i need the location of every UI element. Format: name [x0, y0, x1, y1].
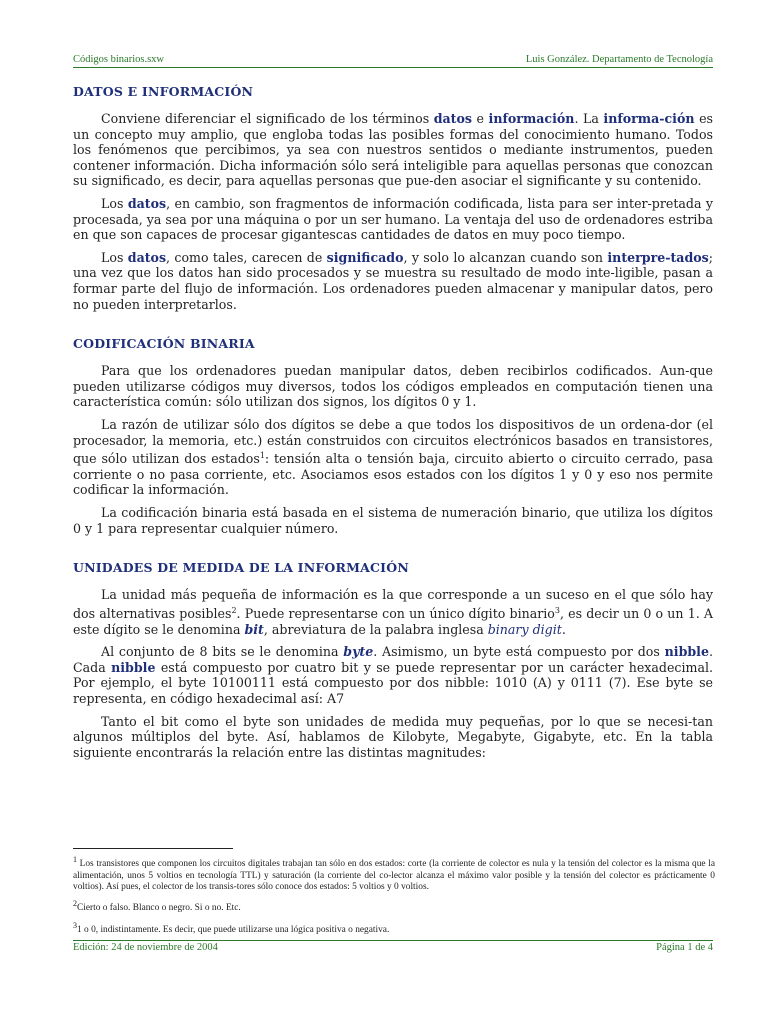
footnote-ref[interactable]: 3 [554, 605, 560, 615]
term-nibble: nibble [664, 644, 709, 660]
text: está compuesto por cuatro bit y se puede representar por un carácter hexadecimal. Por ejemplo, el byte 10100111 está compuesto por dos nibble: 1010 (A) y 0111 (7). Ese byte se representa, en código hexadecimal así: A7 [73, 659, 713, 706]
text: Al conjunto de 8 bits se le denomina [101, 644, 344, 660]
term-significado: significado [326, 249, 404, 265]
footer-edition: Edición: 24 de noviembre de 2004 [73, 942, 218, 953]
text: . Cada [73, 644, 713, 675]
text: . [561, 621, 566, 637]
term-datos: datos [127, 195, 167, 211]
footnote-ref[interactable]: 1 [259, 451, 265, 461]
header-author: Luis González. Departamento de Tecnología [525, 54, 713, 65]
term-datos: datos [433, 111, 472, 126]
footnote-text: 1 o 0, indistintamente. Es decir, que puede utilizarse una lógica positiva o negativa. [77, 925, 390, 935]
text: , en cambio, son fragmentos de información codificada, lista para ser inter-pretada y procesada, ya sea por una máquina o por un ser humano. La ventaja del uso de ordenadores estriba en que son capaces de procesar gigantescas cantidades de datos en muy poco tiempo. [73, 195, 713, 243]
paragraph [73, 250, 713, 312]
page-header [73, 54, 713, 68]
text: , y solo lo alcanzan cuando son [403, 249, 608, 265]
paragraph [73, 644, 713, 706]
text: La unidad más pequeña de información es la que corresponde a un suceso en el que sólo hay dos alternativas posibles [73, 587, 713, 622]
term-binary-digit: binary digit [487, 621, 562, 637]
text: . Puede representarse con un único dígito binario [236, 606, 555, 622]
footnote-2 [73, 898, 715, 915]
footnote-number: 3 [73, 920, 77, 930]
paragraph [73, 417, 713, 498]
text: Los [101, 195, 128, 211]
paragraph [73, 196, 713, 243]
text: Los [101, 249, 128, 265]
paragraph [73, 111, 713, 189]
footnote-number: 1 [73, 855, 77, 864]
text: . La [574, 111, 604, 126]
footnote-3 [73, 920, 715, 937]
footnote-number: 2 [73, 899, 77, 909]
text: , es decir un 0 o un 1. A este dígito se le denomina [73, 606, 713, 637]
footnote-separator [73, 848, 233, 849]
footnotes [73, 854, 715, 941]
term-interpretados: interpre-tados [607, 249, 709, 265]
text: La razón de utilizar sólo dos dígitos se debe a que todos los dispositivos de un ordena-dor (el procesador, la memoria, etc.) están construidos con circuitos electrónicos basados en transistores, que sólo utilizan dos estados [73, 416, 713, 467]
paragraph: Tanto el bit como el byte son unidades de medida muy pequeñas, por lo que se necesi-tan algunos múltiplos del byte. Así, hablamos de Kilobyte, Megabyte, Gigabyte, etc. En la tabla siguiente encontrarás la relación entre las distintas magnitudes: [73, 713, 713, 760]
term-informacion: informa-ción [603, 111, 695, 126]
text: . Asimismo, un byte está compuesto por dos [373, 644, 665, 660]
footer-page-number: Página 1 de 4 [656, 942, 713, 953]
term-nibble: nibble [111, 659, 156, 675]
text: es un concepto muy amplio, que engloba todas las posibles formas del conocimiento humano. Todos los fenómenos que percibimos, ya sea con nuestros sentidos o mediante instrumentos, pueden contener información. Dicha información sólo será inteligible para aquellas personas que conozcan su significado, es decir, para aquellas personas que pue-den asociar el significante y su contenido. [73, 111, 713, 189]
text: ; una vez que los datos han sido procesados y se muestra su resultado de modo inte-ligible, pasan a formar parte del flujo de información. Los ordenadores pueden almacenar y manipular datos, pero no pueden interpretarlos. [73, 249, 713, 312]
text: , abreviatura de la palabra inglesa [263, 621, 488, 637]
paragraph [73, 587, 713, 637]
page-footer [73, 940, 713, 953]
paragraph: Para que los ordenadores puedan manipular datos, deben recibirlos codificados. Aun-que pueden utilizarse códigos muy diversos, todos los códigos empleados en computación tienen una característica común: sólo utilizan dos signos, los dígitos 0 y 1. [73, 363, 713, 410]
text: : tensión alta o tensión baja, circuito abierto o circuito cerrado, pasa corriente o no pasa corriente, etc. Asociamos esos estados con los dígitos 1 y 0 y eso nos permite codificar la información. [73, 451, 713, 498]
text: , como tales, carecen de [166, 249, 327, 265]
text: e [472, 111, 489, 126]
section-title-datos: DATOS E INFORMACIÓN [73, 84, 254, 99]
footnote-ref[interactable]: 2 [231, 605, 237, 615]
footnote-text: Los transistores que componen los circuitos digitales trabajan tan sólo en dos estados: corte (la corriente de colector es nula y la tensión del colector es la misma que la alimentación, unos 5 voltios en tecnología TTL) y saturación (la corriente del co-lector alcanza el máximo valor posible y la tensión del colector es prácticamente 0 voltios). Así pues, el colector de los transis-tores sólo conoce dos estados: 5 voltios y 0 voltios. [73, 859, 715, 892]
text: Conviene diferenciar el significado de los términos [101, 111, 434, 126]
footnote-1 [73, 854, 715, 893]
term-informacion: información [488, 111, 575, 126]
term-datos: datos [127, 249, 167, 265]
term-bit: bit [244, 621, 264, 637]
footnote-text: Cierto o falso. Blanco o negro. Si o no. Etc. [77, 903, 241, 914]
header-filename: Códigos binarios.sxw [73, 54, 165, 65]
paragraph: La codificación binaria está basada en el sistema de numeración binario, que utiliza los dígitos 0 y 1 para representar cualquier número. [73, 505, 713, 536]
document-body [73, 84, 713, 767]
term-byte: byte [343, 644, 374, 660]
section-title-unidades: UNIDADES DE MEDIDA DE LA INFORMACIÓN [73, 560, 409, 576]
section-title-codificacion: CODIFICACIÓN BINARIA [73, 336, 255, 352]
